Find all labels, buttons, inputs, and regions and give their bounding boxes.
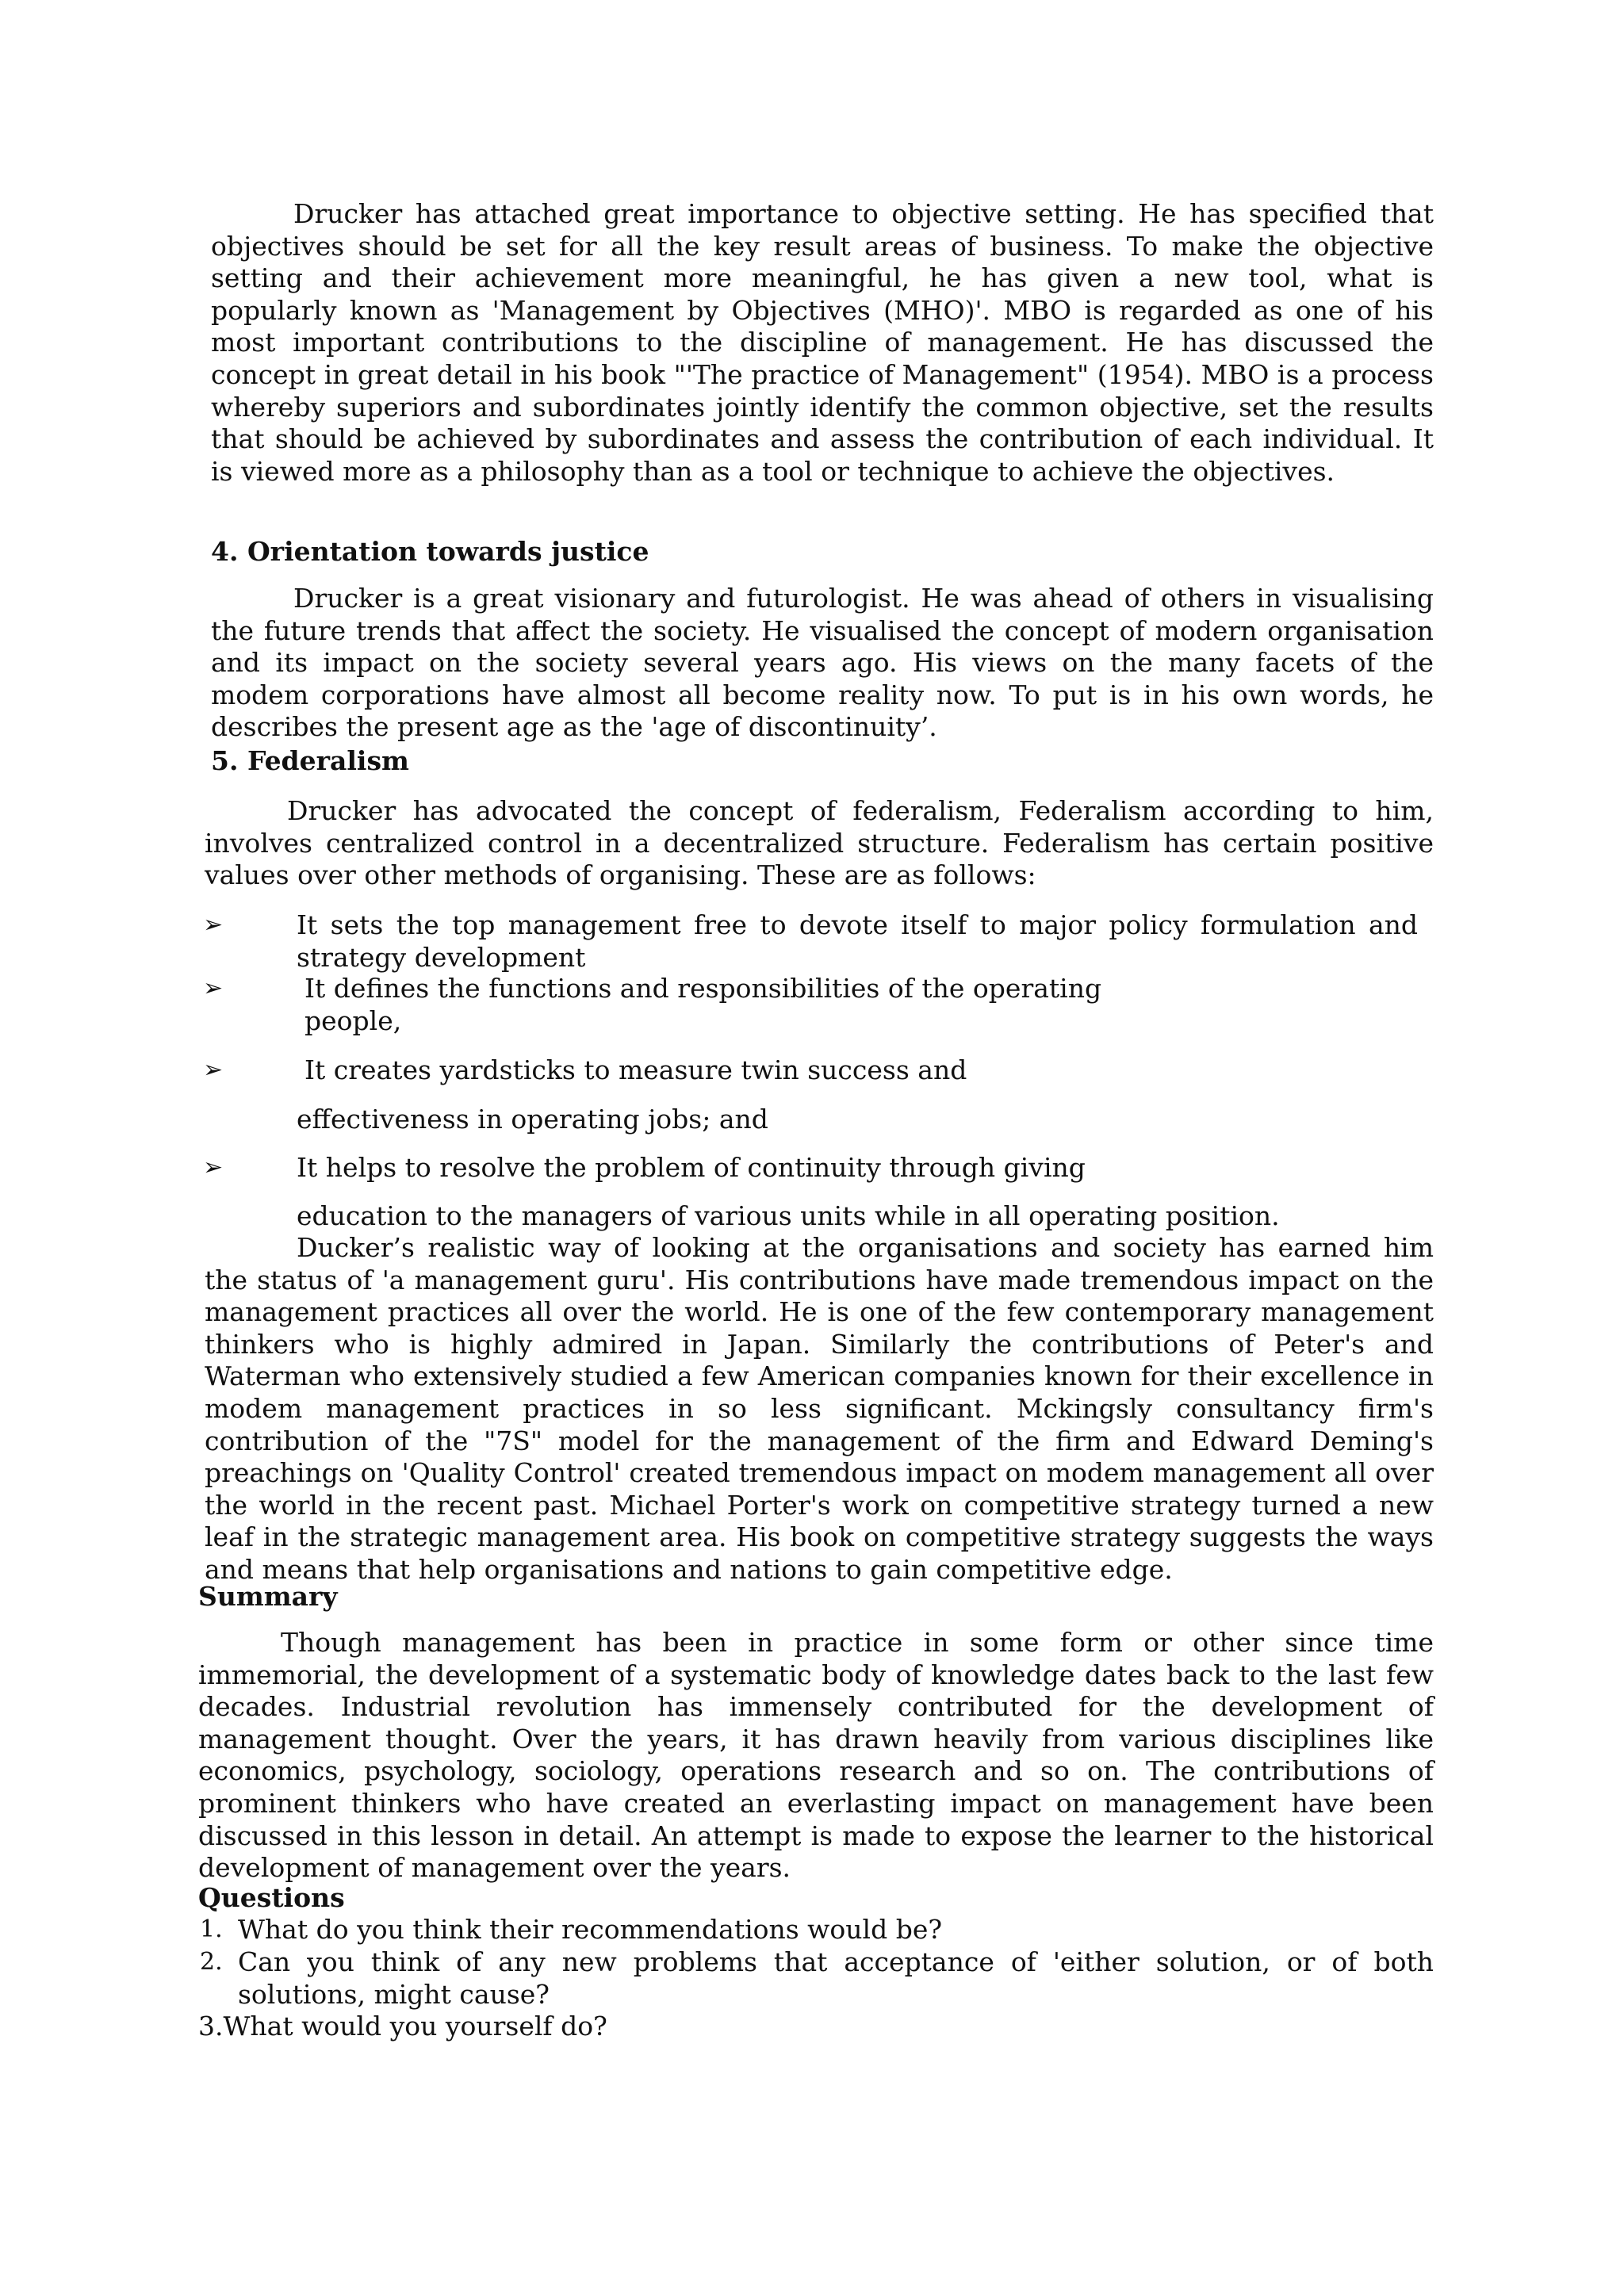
bullet-continuation: [297, 1104, 1169, 1136]
bullet-arrow-icon: ➢: [203, 974, 224, 1002]
bullet-item: [297, 909, 1418, 974]
paragraph-line: modem corporations have almost all become reality now. To put is in his own words, he: [211, 679, 1434, 710]
question-item: [198, 2011, 1308, 2043]
paragraph-line: popularly known as 'Management by Objectives (MHO)'. MBO is regarded as one of his: [211, 294, 1434, 326]
question-line: 3.What would you yourself do?: [198, 2011, 607, 2042]
paragraph-line: Though management has been in practice in some form or other since time: [281, 1627, 1434, 1658]
bullet-item: [304, 973, 1177, 1037]
section4-paragraph: [211, 583, 1434, 744]
bullet-line: It defines the functions and responsibilities of the operating: [304, 973, 1102, 1004]
paragraph-line: setting and their achievement more meaningful, he has given a new tool, what is: [211, 262, 1434, 294]
bullet-item: [304, 1054, 1177, 1087]
paragraph-line: economics, psychology, sociology, operations research and so on. The contributions of: [198, 1755, 1434, 1787]
paragraph-line: the world in the recent past. Michael Porter's work on competitive strategy turned a new: [205, 1489, 1434, 1521]
question-number: 2.: [200, 1948, 223, 1976]
paragraph-line: leaf in the strategic management area. His book on competitive strategy suggests the ways: [205, 1521, 1434, 1553]
paragraph-line: whereby superiors and subordinates jointly identify the common objective, set the results: [211, 391, 1434, 423]
bullet-line: It creates yardsticks to measure twin success and: [304, 1054, 967, 1085]
paragraph-line: most important contributions to the discipline of management. He has discussed the: [211, 327, 1434, 358]
paragraph-line: concept in great detail in his book "'The practice of Management" (1954). MBO is a process: [211, 358, 1434, 390]
paragraph-line: Ducker’s realistic way of looking at the organisations and society has earned him: [297, 1232, 1434, 1263]
bullet-continuation: [297, 1200, 1407, 1233]
paragraph-line: describes the present age as the 'age of discontinuity’.: [211, 711, 937, 743]
continuation-line: education to the managers of various units while in all operating position.: [297, 1200, 1280, 1231]
paragraph-line: is viewed more as a philosophy than as a tool or technique to achieve the objectives.: [211, 455, 1335, 487]
section-heading-orientation-justice: 4. Orientation towards justice: [211, 536, 649, 567]
question-number: 1.: [200, 1915, 223, 1943]
question-line: What do you think their recommendations would be?: [238, 1914, 943, 1945]
paragraph-line: development of management over the years.: [198, 1852, 791, 1884]
paragraph-line: contribution of the "7S" model for the management of the firm and Edward Deming's: [205, 1425, 1434, 1456]
bullet-line: It helps to resolve the problem of continuity through giving: [297, 1152, 1086, 1183]
paragraph-line: management thought. Over the years, it has drawn heavily from various disciplines like: [198, 1723, 1434, 1755]
intro-paragraph: [211, 198, 1434, 488]
paragraph-line: modem management practices in so less significant. Mckingsly consultancy firm's: [205, 1392, 1434, 1424]
paragraph-line: Waterman who extensively studied a few American companies known for their excellence in: [205, 1360, 1434, 1392]
bullet-arrow-icon: ➢: [203, 1056, 224, 1084]
question-line: solutions, might cause?: [238, 1978, 550, 2010]
bullet-arrow-icon: ➢: [203, 1154, 224, 1181]
question-line: Can you think of any new problems that acceptance of 'either solution, or of both: [238, 1946, 1434, 1977]
paragraph-line: that should be achieved by subordinates and assess the contribution of each individual. It: [211, 423, 1434, 455]
bullet-line: strategy development: [297, 941, 586, 973]
closing-paragraph: [205, 1232, 1434, 1586]
section5-paragraph: [205, 795, 1434, 892]
question-item: [238, 1914, 1434, 1946]
continuation-line: effectiveness in operating jobs; and: [297, 1104, 768, 1135]
paragraph-line: Drucker has advocated the concept of federalism, Federalism according to him,: [287, 795, 1434, 826]
paragraph-line: Drucker is a great visionary and futurologist. He was ahead of others in visualising: [293, 583, 1434, 614]
paragraph-line: immemorial, the development of a systematic body of knowledge dates back to the last few: [198, 1659, 1434, 1690]
paragraph-line: the future trends that affect the society. He visualised the concept of modern organisation: [211, 614, 1434, 646]
paragraph-line: and its impact on the society several years ago. His views on the many facets of the: [211, 647, 1434, 679]
bullet-item: [297, 1152, 1169, 1184]
paragraph-line: Drucker has attached great importance to objective setting. He has specified that: [293, 198, 1434, 229]
paragraph-line: involves centralized control in a decentralized structure. Federalism has certain positive: [205, 827, 1434, 859]
paragraph-line: thinkers who is highly admired in Japan. Similarly the contributions of Peter's and: [205, 1328, 1434, 1360]
paragraph-line: preachings on 'Quality Control' created tremendous impact on modem management all over: [205, 1457, 1434, 1489]
paragraph-line: discussed in this lesson in detail. An attempt is made to expose the learner to the historical: [198, 1820, 1434, 1851]
section-heading-federalism: 5. Federalism: [211, 745, 409, 776]
paragraph-line: and means that help organisations and nations to gain competitive edge.: [205, 1553, 1173, 1585]
paragraph-line: objectives should be set for all the key result areas of business. To make the objective: [211, 230, 1434, 262]
paragraph-line: values over other methods of organising. These are as follows:: [205, 859, 1036, 891]
paragraph-line: management practices all over the world. He is one of the few contemporary management: [205, 1296, 1434, 1328]
questions-heading: Questions: [198, 1882, 345, 1913]
bullet-line: It sets the top management free to devote itself to major policy formulation and: [297, 909, 1418, 940]
bullet-line: people,: [304, 1004, 402, 1036]
paragraph-line: decades. Industrial revolution has immensely contributed for the development of: [198, 1691, 1434, 1723]
question-item: [238, 1946, 1434, 2011]
bullet-arrow-icon: ➢: [203, 911, 224, 939]
summary-heading: Summary: [198, 1581, 338, 1612]
paragraph-line: prominent thinkers who have created an everlasting impact on management have been: [198, 1787, 1434, 1819]
paragraph-line: the status of 'a management guru'. His contributions have made tremendous impact on the: [205, 1264, 1434, 1295]
summary-paragraph: [198, 1627, 1434, 1885]
